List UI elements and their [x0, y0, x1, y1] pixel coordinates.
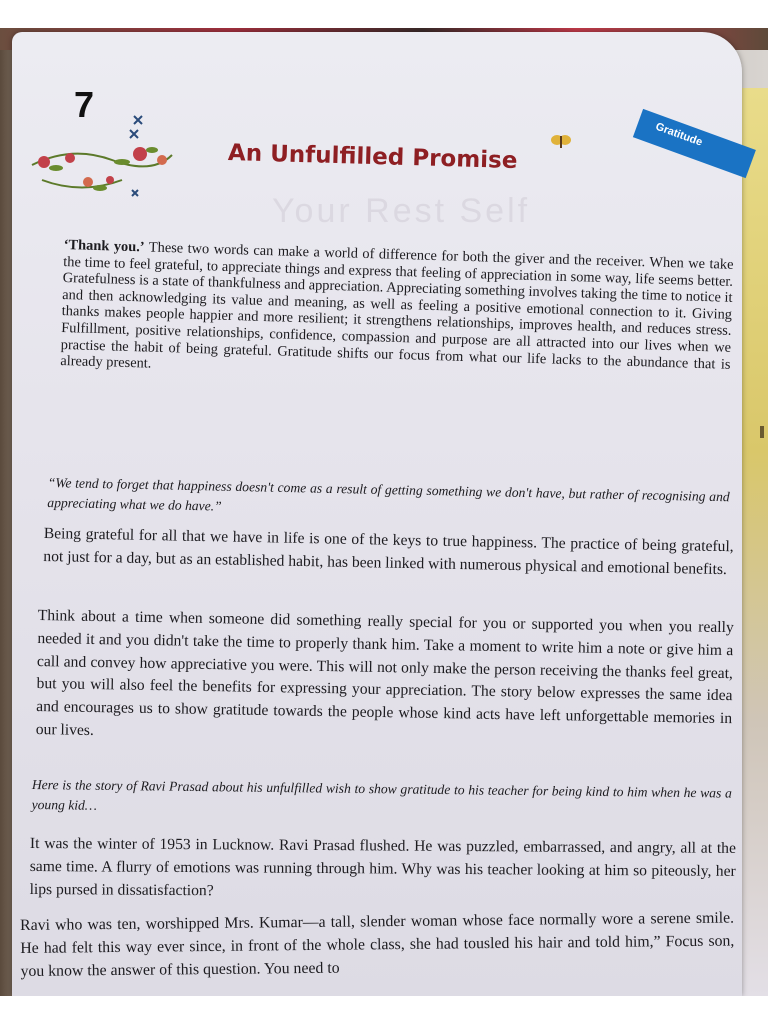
paragraph-story-2: Ravi who was ten, worshipped Mrs. Kumar—a tall, slender woman whose face normally wore a serene smile. He had felt this way ever since, in front of the whole class, she had tousled his hair and told him,” Focus son, you know the answer of this question. You need to — [20, 909, 735, 980]
book-photo — [0, 28, 768, 996]
chapter-number: 7 — [74, 84, 95, 125]
section-tag: Gratitude — [633, 109, 756, 178]
paragraph-intro — [60, 237, 734, 390]
story-intro: Here is the story of Ravi Prasad about his unfulfilled wish to show gratitude to his teacher for being kind to him when he was a young kid… — [31, 776, 732, 813]
quote: “We tend to forget that happiness doesn't come as a result of getting something we don't have, but rather of recognising and appreciating what we do have.” — [47, 474, 730, 514]
butterfly-icon — [550, 132, 572, 152]
paragraph-reflection: Think about a time when someone did something really special for you or supported you when you really needed it and you didn't take the time to properly thank him. Take a moment to write him a note or give him a call and convey how appreciative you were. This will not only make the person receiving the thanks feel great, but you will also feel the benefits for expressing your appreciation. The story below expresses the same idea and encourages us to show gratitude towards the people whose kind acts have left unforgettable memories in our lives. — [35, 606, 734, 739]
chapter-title: An Unfulfilled Promise — [227, 140, 518, 175]
paragraph-story-1: It was the winter of 1953 in Lucknow. Ravi Prasad flushed. He was puzzled, embarrassed, and angry, all at the same time. A flurry of emotions was running through him. Why was his teacher looking at him so piteously, her lips pursed in dissatisfaction? — [29, 834, 736, 899]
paragraph-intro-text: These two words can make a world of difference for both the giver and the receiver. When we take the time to feel grateful, to appreciate things and express that feeling of appreciation in some way, life seems better. Gratefulness is a state of thankfulness and appreciation. Appreciating something involves taking the time to notice it and then acknowledging its value and meaning, as well as feeling a positive emotional connection to it. Giving thanks makes people happier and more resilient; it strengthens relationships, improves health, and reduces stress. Fulfillment, positive relationships, confidence, compassion and purpose are all attracted into our lives when we practise the habit of being grateful. Gratitude shifts our focus from what our life lacks to the abundance that is already present. — [60, 239, 734, 373]
floral-ornament-icon — [22, 110, 182, 200]
book-page — [12, 32, 742, 996]
bleed-through-text: Your Rest Self — [272, 192, 531, 230]
edge-mark — [760, 426, 764, 438]
paragraph-benefits: Being grateful for all that we have in life is one of the keys to true happiness. The practice of being grateful, not just for a day, but as an established habit, has been linked with numerous physical and emotional benefits. — [43, 524, 734, 578]
lead-phrase: ‘Thank you.’ — [63, 237, 145, 256]
